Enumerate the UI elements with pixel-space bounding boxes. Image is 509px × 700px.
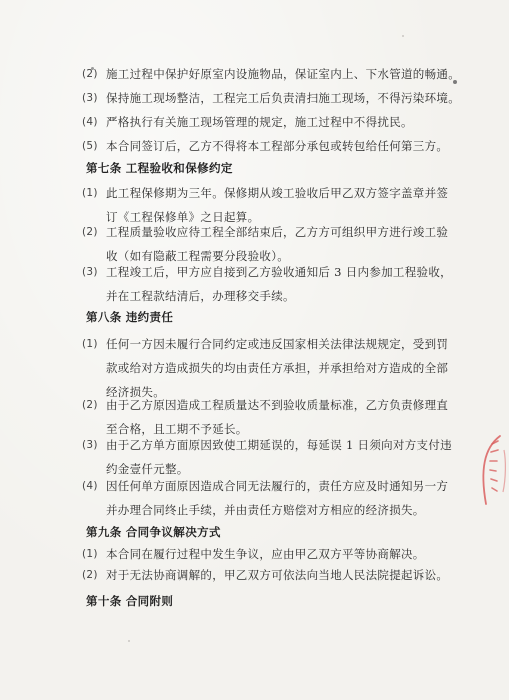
list-item [82,110,456,134]
item-number: (3) [82,439,98,451]
paper-speck [128,640,130,642]
item-number: (2) [82,226,98,238]
item-text: 工程竣工后，甲方应自接到乙方验收通知后 3 日内参加工程验收， [106,265,452,279]
item-text: 对于无法协商调解的，甲乙双方可依法向当地人民法院提起诉讼。 [106,568,449,582]
item-number: (2) [82,569,98,581]
list-item [82,474,456,522]
article-number: 第九条 [86,525,122,539]
section-title: 工程验收和保修约定 [125,161,233,175]
item-number: (1) [82,338,98,350]
item-text: 本合同签订后，乙方不得将本工程部分承包或转包给任何第三方。 [106,139,449,153]
section-heading [86,160,233,176]
item-text: 任何一方因未履行合同约定或违反国家相关法律法规规定，受到罚 [106,337,449,351]
item-text: 保持施工现场整洁，工程完工后负责清扫施工现场，不得污染环境。 [106,91,460,105]
item-text: 由于乙方单方面原因致使工期延误的，每延误 1 日须向对方支付违 [106,438,452,452]
item-number: (1) [82,187,98,199]
section-title: 合同争议解决方式 [125,525,221,539]
item-text: 订《工程保修单》之日起算。 [106,210,260,224]
item-text: 经济损失。 [106,385,165,399]
list-item [82,134,456,158]
item-text: 由于乙方原因造成工程质量达不到验收质量标准，乙方负责修理直 [106,398,449,412]
article-number: 第七条 [86,161,122,175]
paper-speck [402,35,404,37]
item-text: 工程质量验收应待工程全部结束后，乙方方可组织甲方进行竣工验 [106,225,449,239]
list-item [82,86,460,110]
item-text: 本合同在履行过程中发生争议，应由甲乙双方平等协商解决。 [106,547,425,561]
article-number: 第十条 [86,594,122,608]
item-number: (2) [82,68,98,80]
item-number: (3) [82,92,98,104]
item-text: 收（如有隐蔽工程需要分段验收）。 [106,249,290,263]
item-text: 约金壹仟元整。 [106,462,189,476]
section-heading [86,309,173,325]
item-number: (3) [82,266,98,278]
item-text: 施工过程中保护好原室内设施物品，保证室内上、下水管道的畅通。 [106,67,460,81]
list-item [82,260,456,308]
list-item [82,563,456,587]
item-number: (1) [82,548,98,560]
item-text: 并办理合同终止手续，并由责任方赔偿对方相应的经济损失。 [106,503,425,517]
item-number: (2) [82,399,98,411]
list-item [82,62,460,86]
article-number: 第八条 [86,310,122,324]
item-text: 款或给对方造成损失的均由责任方承担，并承担给对方造成的全部 [106,361,449,375]
item-number: (4) [82,116,98,128]
section-heading [86,593,173,609]
section-title: 合同附则 [125,594,174,608]
item-text: 并在工程款结清后，办理移交手续。 [106,289,295,303]
item-text: 至合格，且工期不予延长。 [106,422,248,436]
section-heading [86,524,221,540]
item-text: 因任何单方面原因造成合同无法履行的，责任方应及时通知另一方 [106,479,449,493]
item-text: 严格执行有关施工现场管理的规定，施工过程中不得扰民。 [106,115,413,129]
item-number: (4) [82,480,98,492]
seal-stamp [470,430,509,510]
section-title: 违约责任 [125,310,174,324]
item-number: (5) [82,140,98,152]
item-text: 此工程保修期为三年。保修期从竣工验收后甲乙双方签字盖章并签 [106,186,449,200]
